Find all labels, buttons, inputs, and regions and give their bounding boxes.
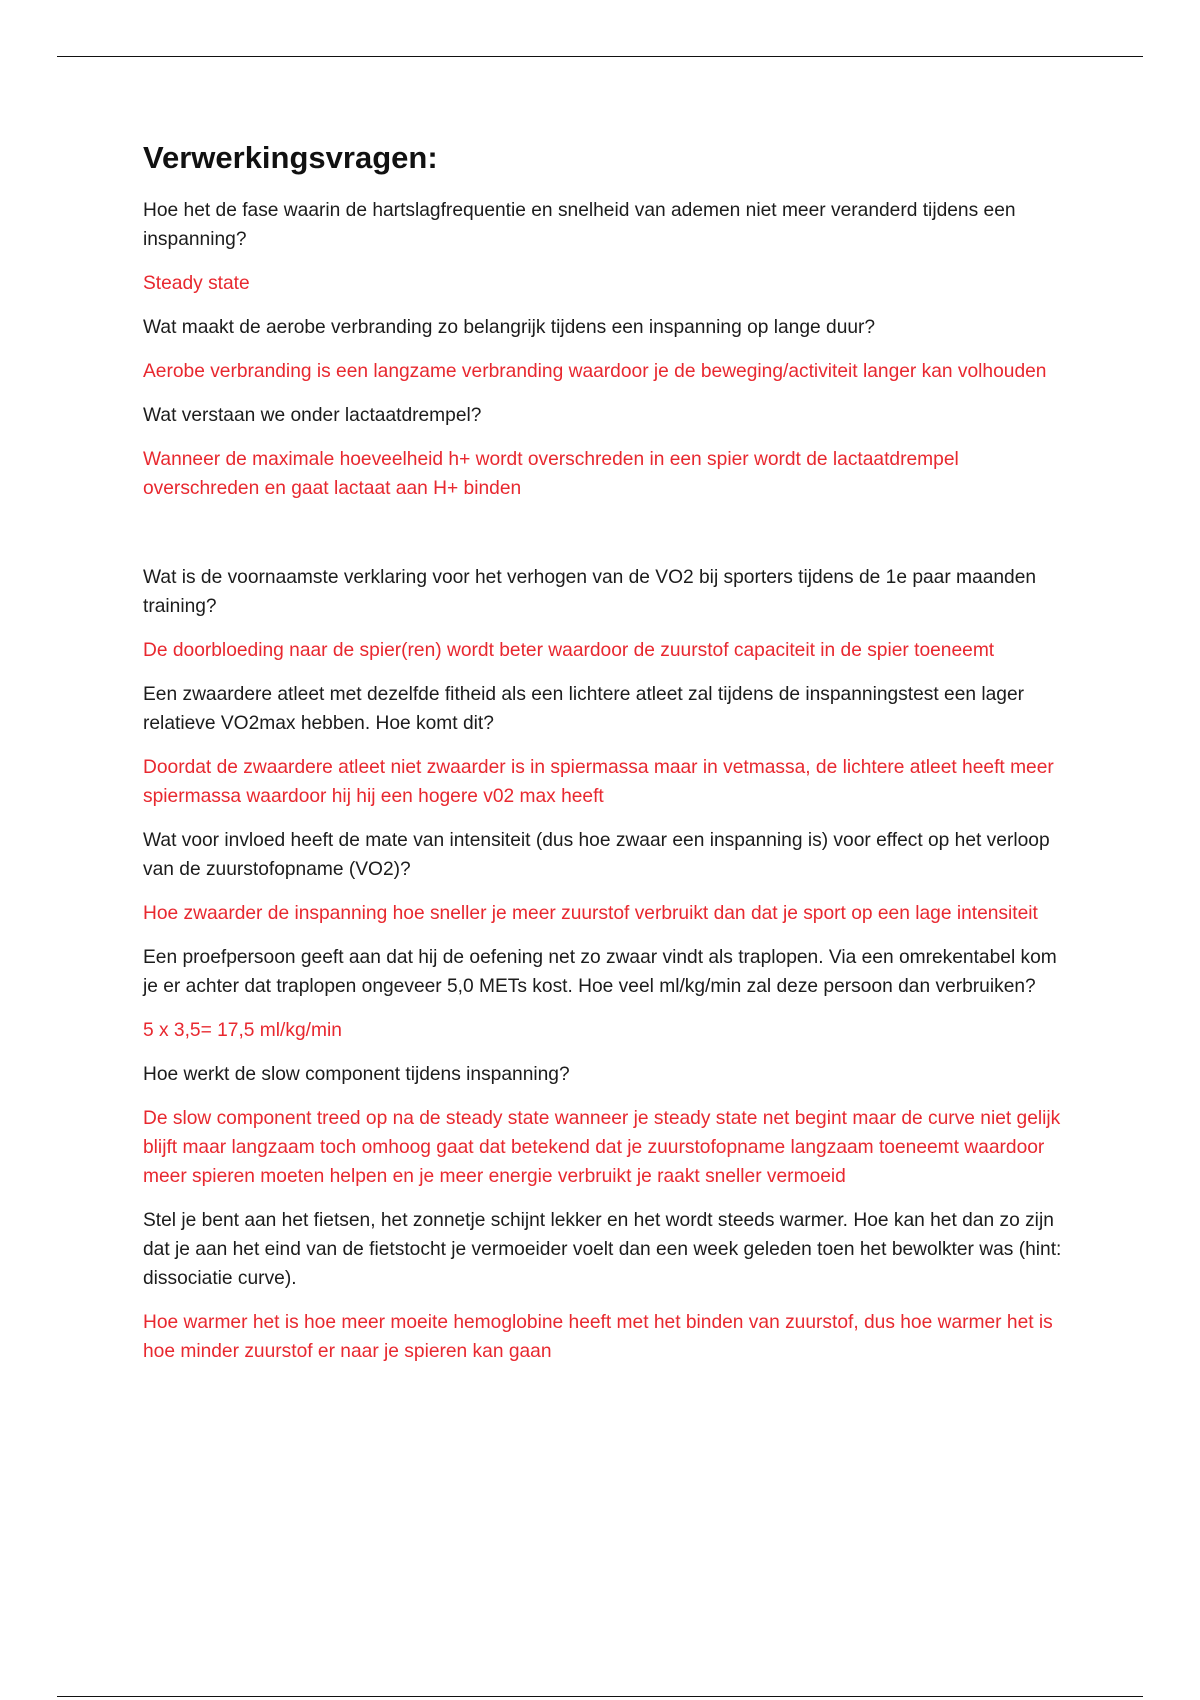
top-rule bbox=[57, 56, 1143, 57]
answer-6: Hoe zwaarder de inspanning hoe sneller je meer zuurstof verbruikt dan dat je sport op een lage intensiteit bbox=[143, 903, 1038, 925]
document-title: Verwerkingsvragen: bbox=[143, 140, 438, 175]
answer-8: De slow component treed op na de steady state wanneer je steady state net begint maar de curve niet gelijk blijft maar langzaam toch omhoog gaat dat betekend dat je zuurstofopname langzaam toeneemt waardoor meer spieren moeten helpen en je meer energie verbruikt je raakt sneller vermoeid bbox=[143, 1108, 1061, 1188]
answer-1: Steady state bbox=[143, 273, 250, 295]
question-6: Wat voor invloed heeft de mate van intensiteit (dus hoe zwaar een inspanning is) voor effect op het verloop van de zuurstofopname (VO2)? bbox=[143, 830, 1050, 881]
qa-list bbox=[143, 196, 1063, 1366]
document-body bbox=[143, 138, 1063, 1381]
answer-5: Doordat de zwaardere atleet niet zwaarder is in spiermassa maar in vetmassa, de lichtere atleet heeft meer spiermassa waardoor hij hij een hogere v02 max heeft bbox=[143, 757, 1054, 808]
question-2: Wat maakt de aerobe verbranding zo belangrijk tijdens een inspanning op lange duur? bbox=[143, 317, 876, 339]
question-5: Een zwaardere atleet met dezelfde fitheid als een lichtere atleet zal tijdens de inspanningstest een lager relatieve VO2max hebben. Hoe komt dit? bbox=[143, 684, 1025, 735]
answer-3: Wanneer de maximale hoeveelheid h+ wordt overschreden in een spier wordt de lactaatdrempel overschreden en gaat lactaat aan H+ binden bbox=[143, 449, 959, 500]
answer-9: Hoe warmer het is hoe meer moeite hemoglobine heeft met het binden van zuurstof, dus hoe warmer het is hoe minder zuurstof er naar je spieren kan gaan bbox=[143, 1312, 1053, 1363]
bottom-rule bbox=[57, 1696, 1143, 1697]
question-7: Een proefpersoon geeft aan dat hij de oefening net zo zwaar vindt als traplopen. Via een omrekentabel kom je er achter dat traplopen ongeveer 5,0 METs kost. Hoe veel ml/kg/min zal deze persoon dan verbruiken? bbox=[143, 947, 1057, 998]
question-8: Hoe werkt de slow component tijdens inspanning? bbox=[143, 1064, 570, 1086]
question-4: Wat is de voornaamste verklaring voor het verhogen van de VO2 bij sporters tijdens de 1e paar maanden training? bbox=[143, 567, 1037, 618]
answer-7: 5 x 3,5= 17,5 ml/kg/min bbox=[143, 1020, 342, 1042]
question-3: Wat verstaan we onder lactaatdrempel? bbox=[143, 405, 482, 427]
question-9: Stel je bent aan het fietsen, het zonnetje schijnt lekker en het wordt steeds warmer. Hoe kan het dan zo zijn dat je aan het eind van de fietstocht je vermoeider voelt dan een week geleden toen het bewolkter was (hint: dissociatie curve). bbox=[143, 1210, 1062, 1290]
answer-2: Aerobe verbranding is een langzame verbranding waardoor je de beweging/activiteit langer kan volhouden bbox=[143, 361, 1047, 383]
answer-4: De doorbloeding naar de spier(ren) wordt beter waardoor de zuurstof capaciteit in de spier toeneemt bbox=[143, 640, 995, 662]
question-1: Hoe het de fase waarin de hartslagfrequentie en snelheid van ademen niet meer veranderd tijdens een inspanning? bbox=[143, 200, 1016, 251]
blank-space bbox=[143, 518, 1063, 563]
